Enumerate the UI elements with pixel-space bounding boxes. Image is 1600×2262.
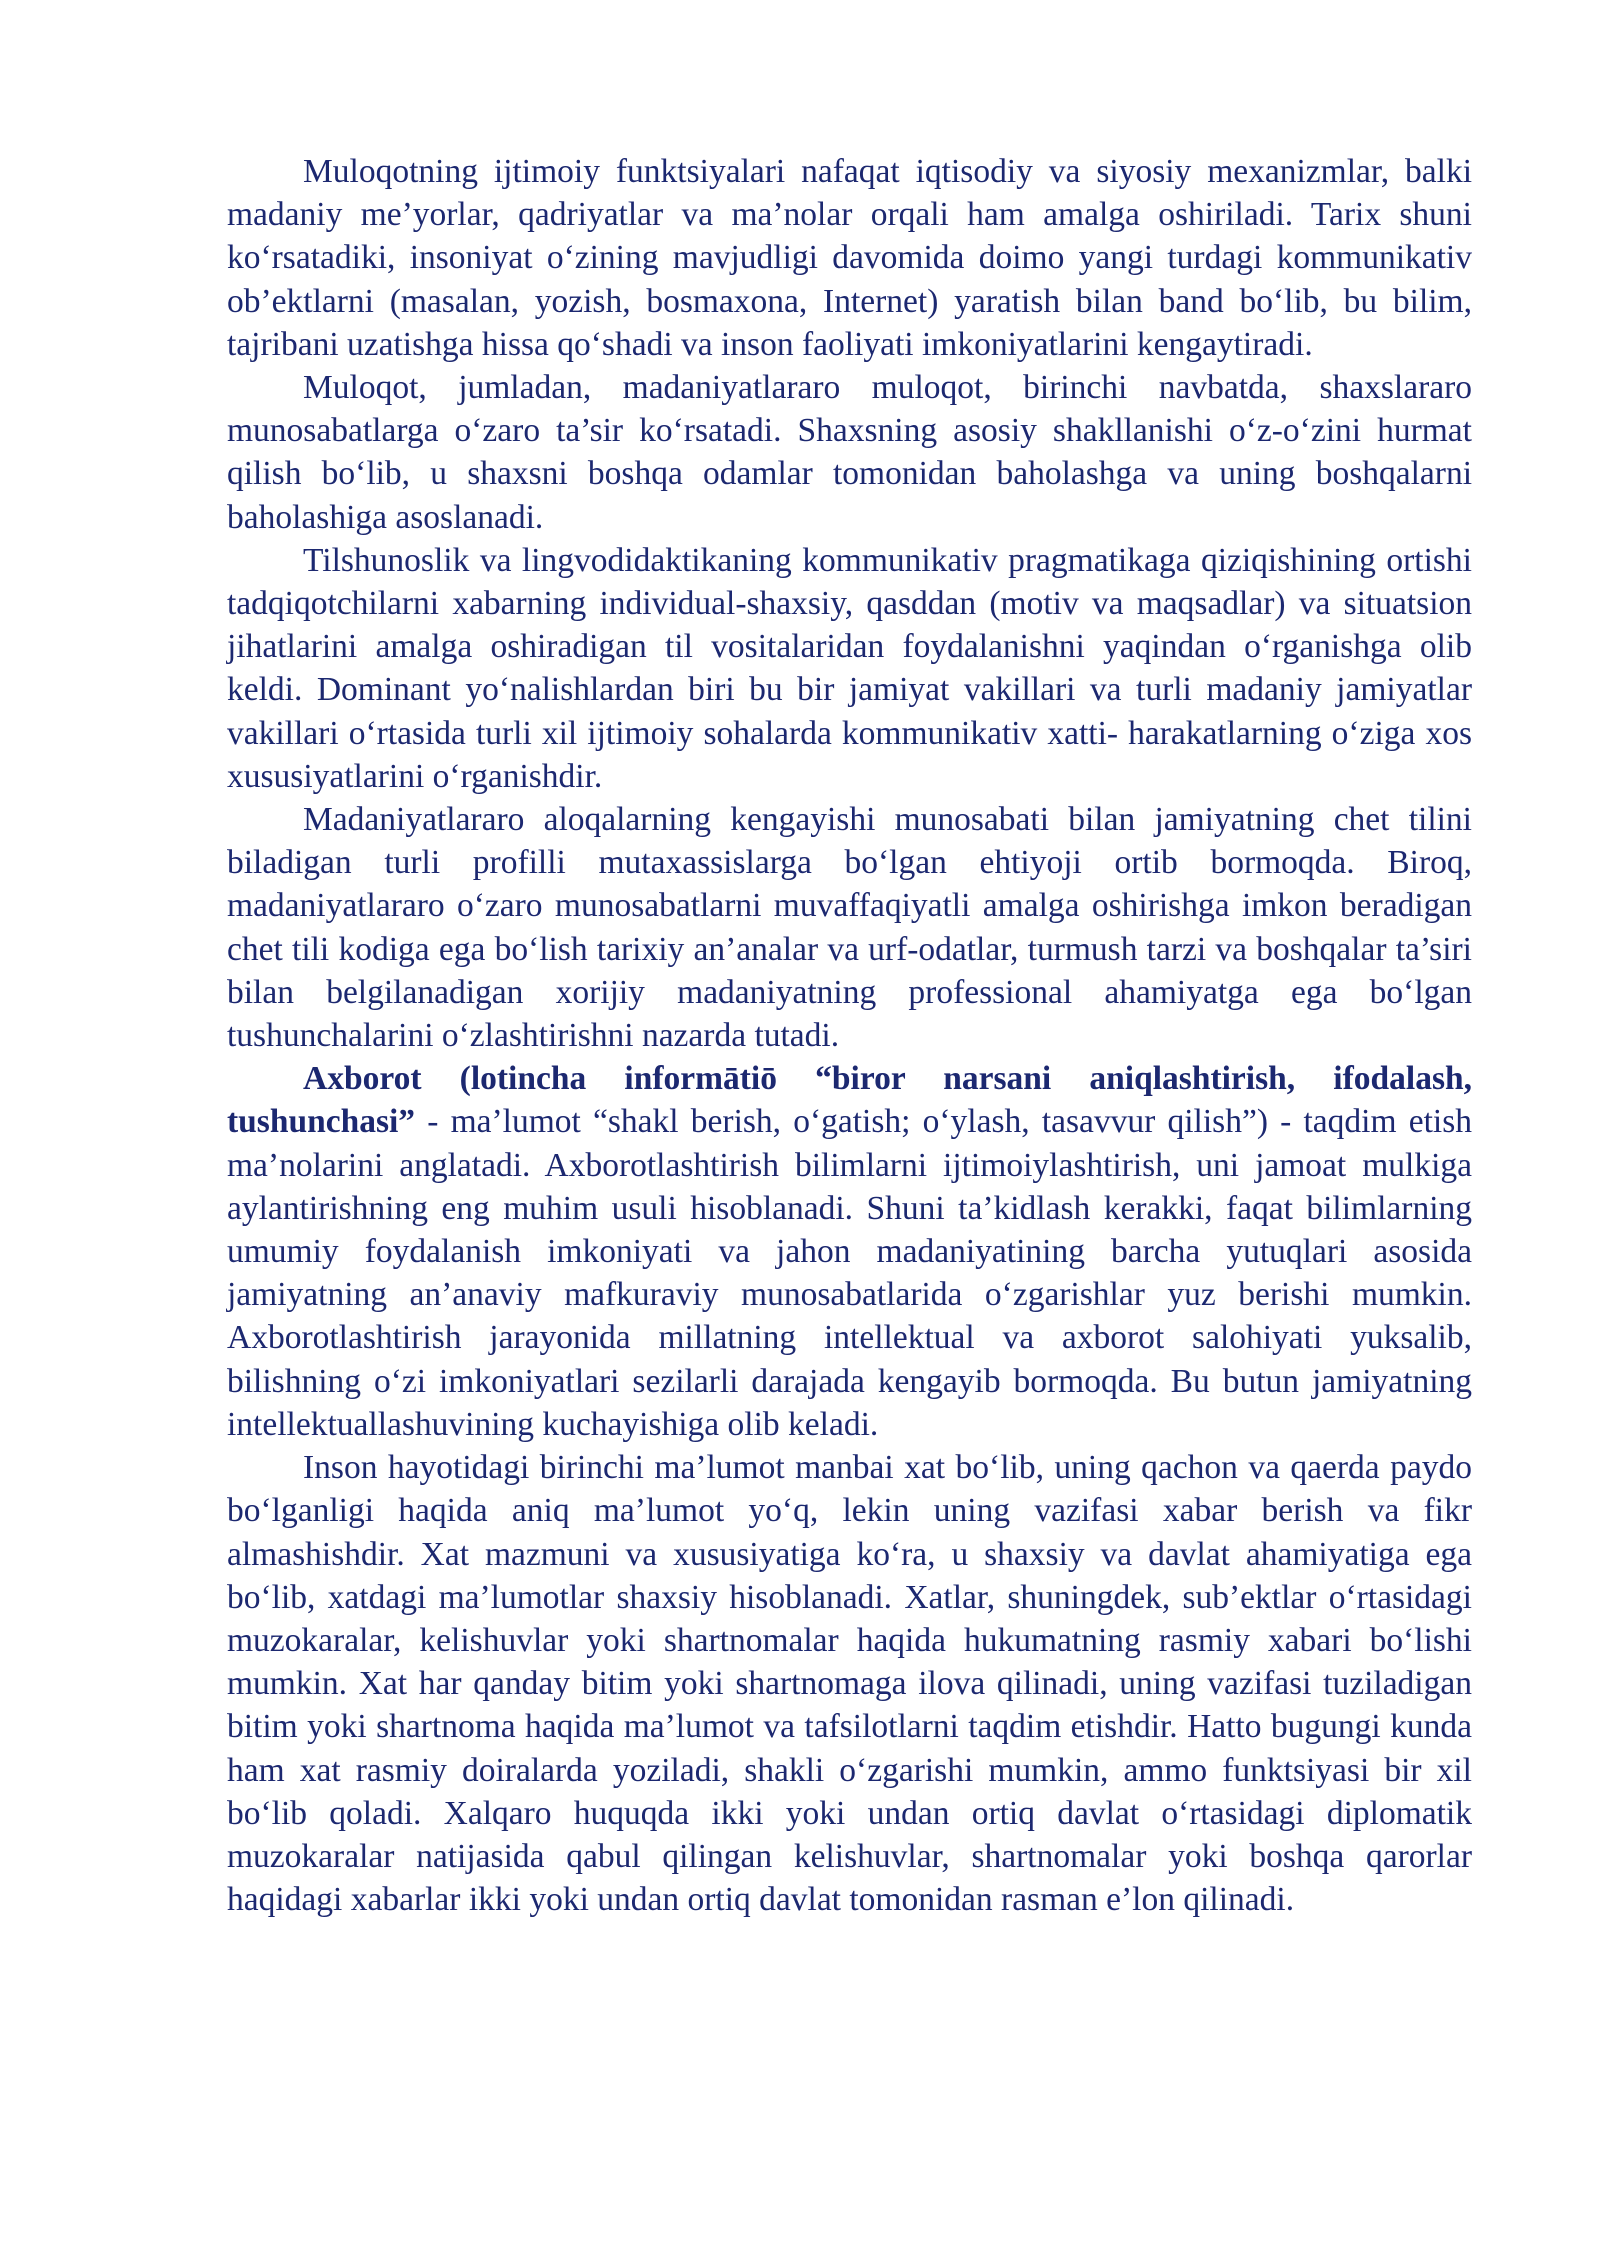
paragraph-1: Muloqotning ijtimoiy funktsiyalari nafaqat iqtisodiy va siyosiy mexanizmlar, balki madaniy me’yorlar, qadriyatlar va ma’nolar orqali ham amalga oshiriladi. Tarix shuni ko‘rsatadiki, insoniyat o‘zining mavjudligi davomida doimo yangi turdagi kommunikativ ob’ektlarni (masalan, yozish, bosmaxona, Internet) yaratish bilan band bo‘lib, bu bilim, tajribani uzatishga hissa qo‘shadi va inson faoliyati imkoniyatlarini kengaytiradi. — [227, 153, 1472, 363]
document-page — [227, 150, 1472, 1921]
term-definition-bold: Axborot (lotincha informātiō “biror narsani aniqlashtirish, ifodalash, tushunchasi” — [227, 1060, 1472, 1141]
paragraph-4: Madaniyatlararo aloqalarning kengayishi munosabati bilan jamiyatning chet tilini biladigan turli profilli mutaxassislarga bo‘lgan ehtiyoji ortib bormoqda. Biroq, madaniyatlararo o‘zaro munosabatlarni muvaffaqiyatli amalga oshirishga imkon beradigan chet tili kodiga ega bo‘lish tarixiy an’analar va urf-odatlar, turmush tarzi va boshqalar ta’siri bilan belgilanadigan xorijiy madaniyatning professional ahamiyatga ega bo‘lgan tushunchalarini o‘zlashtirishni nazarda tutadi. — [227, 801, 1472, 1055]
paragraph-5 — [227, 1057, 1472, 1446]
paragraph-2: Muloqot, jumladan, madaniyatlararo muloqot, birinchi navbatda, shaxslararo munosabatlarga o‘zaro ta’sir ko‘rsatadi. Shaxsning asosiy shakllanishi o‘z-o‘zini hurmat qilish bo‘lib, u shaxsni boshqa odamlar tomonidan baholashga va uning boshqalarni baholashiga asoslanadi. — [227, 369, 1472, 536]
paragraph-3: Tilshunoslik va lingvodidaktikaning kommunikativ pragmatikaga qiziqishining ortishi tadqiqotchilarni xabarning individual-shaxsiy, qasddan (motiv va maqsadlar) va situatsion jihatlarini amalga oshiradigan til vositalaridan foydalanishni yaqindan o‘rganishga olib keldi. Dominant yo‘nalishlardan biri bu bir jamiyat vakillari va turli madaniy jamiyatlar vakillari o‘rtasida turli xil ijtimoiy sohalarda kommunikativ xatti- harakatlarning o‘ziga xos xususiyatlarini o‘rganishdir. — [227, 541, 1472, 795]
paragraph-6: Inson hayotidagi birinchi ma’lumot manbai xat bo‘lib, uning qachon va qaerda paydo bo‘lganligi haqida aniq ma’lumot yo‘q, lekin uning vazifasi xabar berish va fikr almashishdir. Xat mazmuni va xususiyatiga ko‘ra, u shaxsiy va davlat ahamiyatiga ega bo‘lib, xatdagi ma’lumotlar shaxsiy hisoblanadi. Xatlar, shuningdek, sub’ektlar o‘rtasidagi muzokaralar, kelishuvlar yoki shartnomalar haqida hukumatning rasmiy xabari bo‘lishi mumkin. Xat har qanday bitim yoki shartnomaga ilova qilinadi, uning vazifasi tuziladigan bitim yoki shartnoma haqida ma’lumot va tafsilotlarni taqdim etishdir. Hatto bugungi kunda ham xat rasmiy doiralarda yoziladi, shakli o‘zgarishi mumkin, ammo funktsiyasi bir xil bo‘lib qoladi. Xalqaro huquqda ikki yoki undan ortiq davlat o‘rtasidagi diplomatik muzokaralar natijasida qabul qilingan kelishuvlar, shartnomalar yoki boshqa qarorlar haqidagi xabarlar ikki yoki undan ortiq davlat tomonidan rasman e’lon qilinadi. — [227, 1449, 1472, 1919]
paragraph-5-text: - ma’lumot “shakl berish, o‘gatish; o‘ylash, tasavvur qilish”) - taqdim etish ma’nolarini anglatadi. Axborotlashtirish bilimlarni ijtimoiylashtirish, uni jamoat mulkiga aylantirishning eng muhim usuli hisoblanadi. Shuni ta’kidlash kerakki, faqat bilimlarning umumiy foydalanish imkoniyati va jahon madaniyatining barcha yutuqlari asosida jamiyatning an’anaviy mafkuraviy munosabatlarida o‘zgarishlar yuz berishi mumkin. Axborotlashtirish jarayonida millatning intellektual va axborot salohiyati yuksalib, bilishning o‘zi imkoniyatlari sezilarli darajada kengayib bormoqda. Bu butun jamiyatning intellektuallashuvining kuchayishiga olib keladi. — [227, 1103, 1472, 1443]
